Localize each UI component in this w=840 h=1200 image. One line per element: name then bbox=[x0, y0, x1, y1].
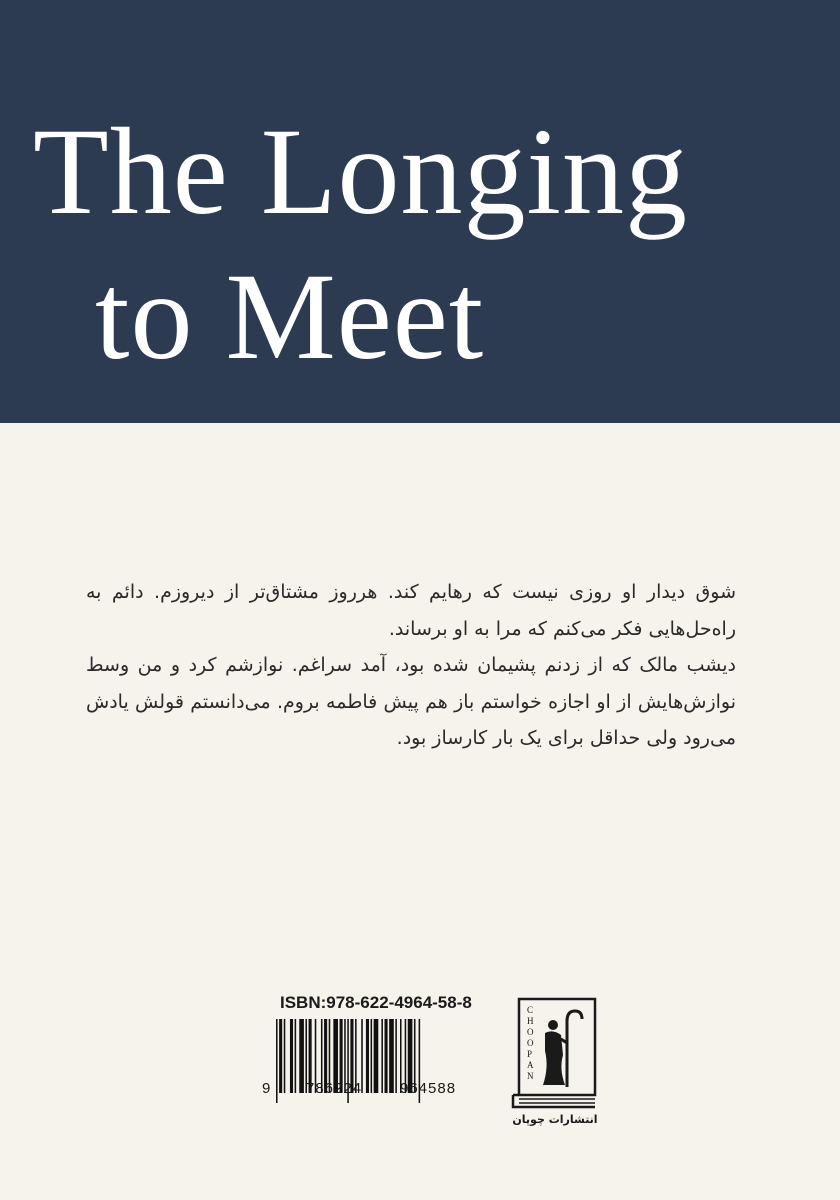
isbn-label: ISBN:978-622-4964-58-8 bbox=[280, 993, 472, 1012]
publisher-logo bbox=[509, 995, 601, 1135]
barcode-right-digits: 964588 bbox=[400, 1080, 457, 1097]
book-title-line-2: to Meet bbox=[95, 248, 485, 385]
book-title-line-1: The Longing bbox=[33, 103, 688, 240]
publisher-name: انتشارات چوپان bbox=[512, 1113, 598, 1126]
title-band bbox=[0, 0, 840, 423]
blurb-paragraph-1: شوق دیدار او روزی نیست که رهایم کند. هرروز مشتاق‌تر از دیروزم. دائم به راه‌حل‌هایی فکر می‌کنم که مرا به او برساند. bbox=[86, 581, 736, 640]
svg-text:CHOOPAN: C H O O P A N bbox=[527, 1005, 534, 1081]
barcode-lead-digit: 9 bbox=[262, 1080, 271, 1097]
back-cover-blurb bbox=[86, 574, 736, 757]
isbn-barcode-block bbox=[262, 993, 494, 1111]
blurb-paragraph-2: دیشب مالک که از زدنم پشیمان شده بود، آمد سراغم. نوازشم کرد و من وسط نوازش‌هایش از او اجازه خواستم باز هم پیش فاطمه بروم. می‌دانستم قولش یادش می‌رود ولی حداقل برای یک بار کارساز بود. bbox=[86, 654, 736, 749]
logo-vertical-text-icon bbox=[509, 995, 601, 1113]
barcode-left-digits: 786224 bbox=[306, 1080, 363, 1097]
